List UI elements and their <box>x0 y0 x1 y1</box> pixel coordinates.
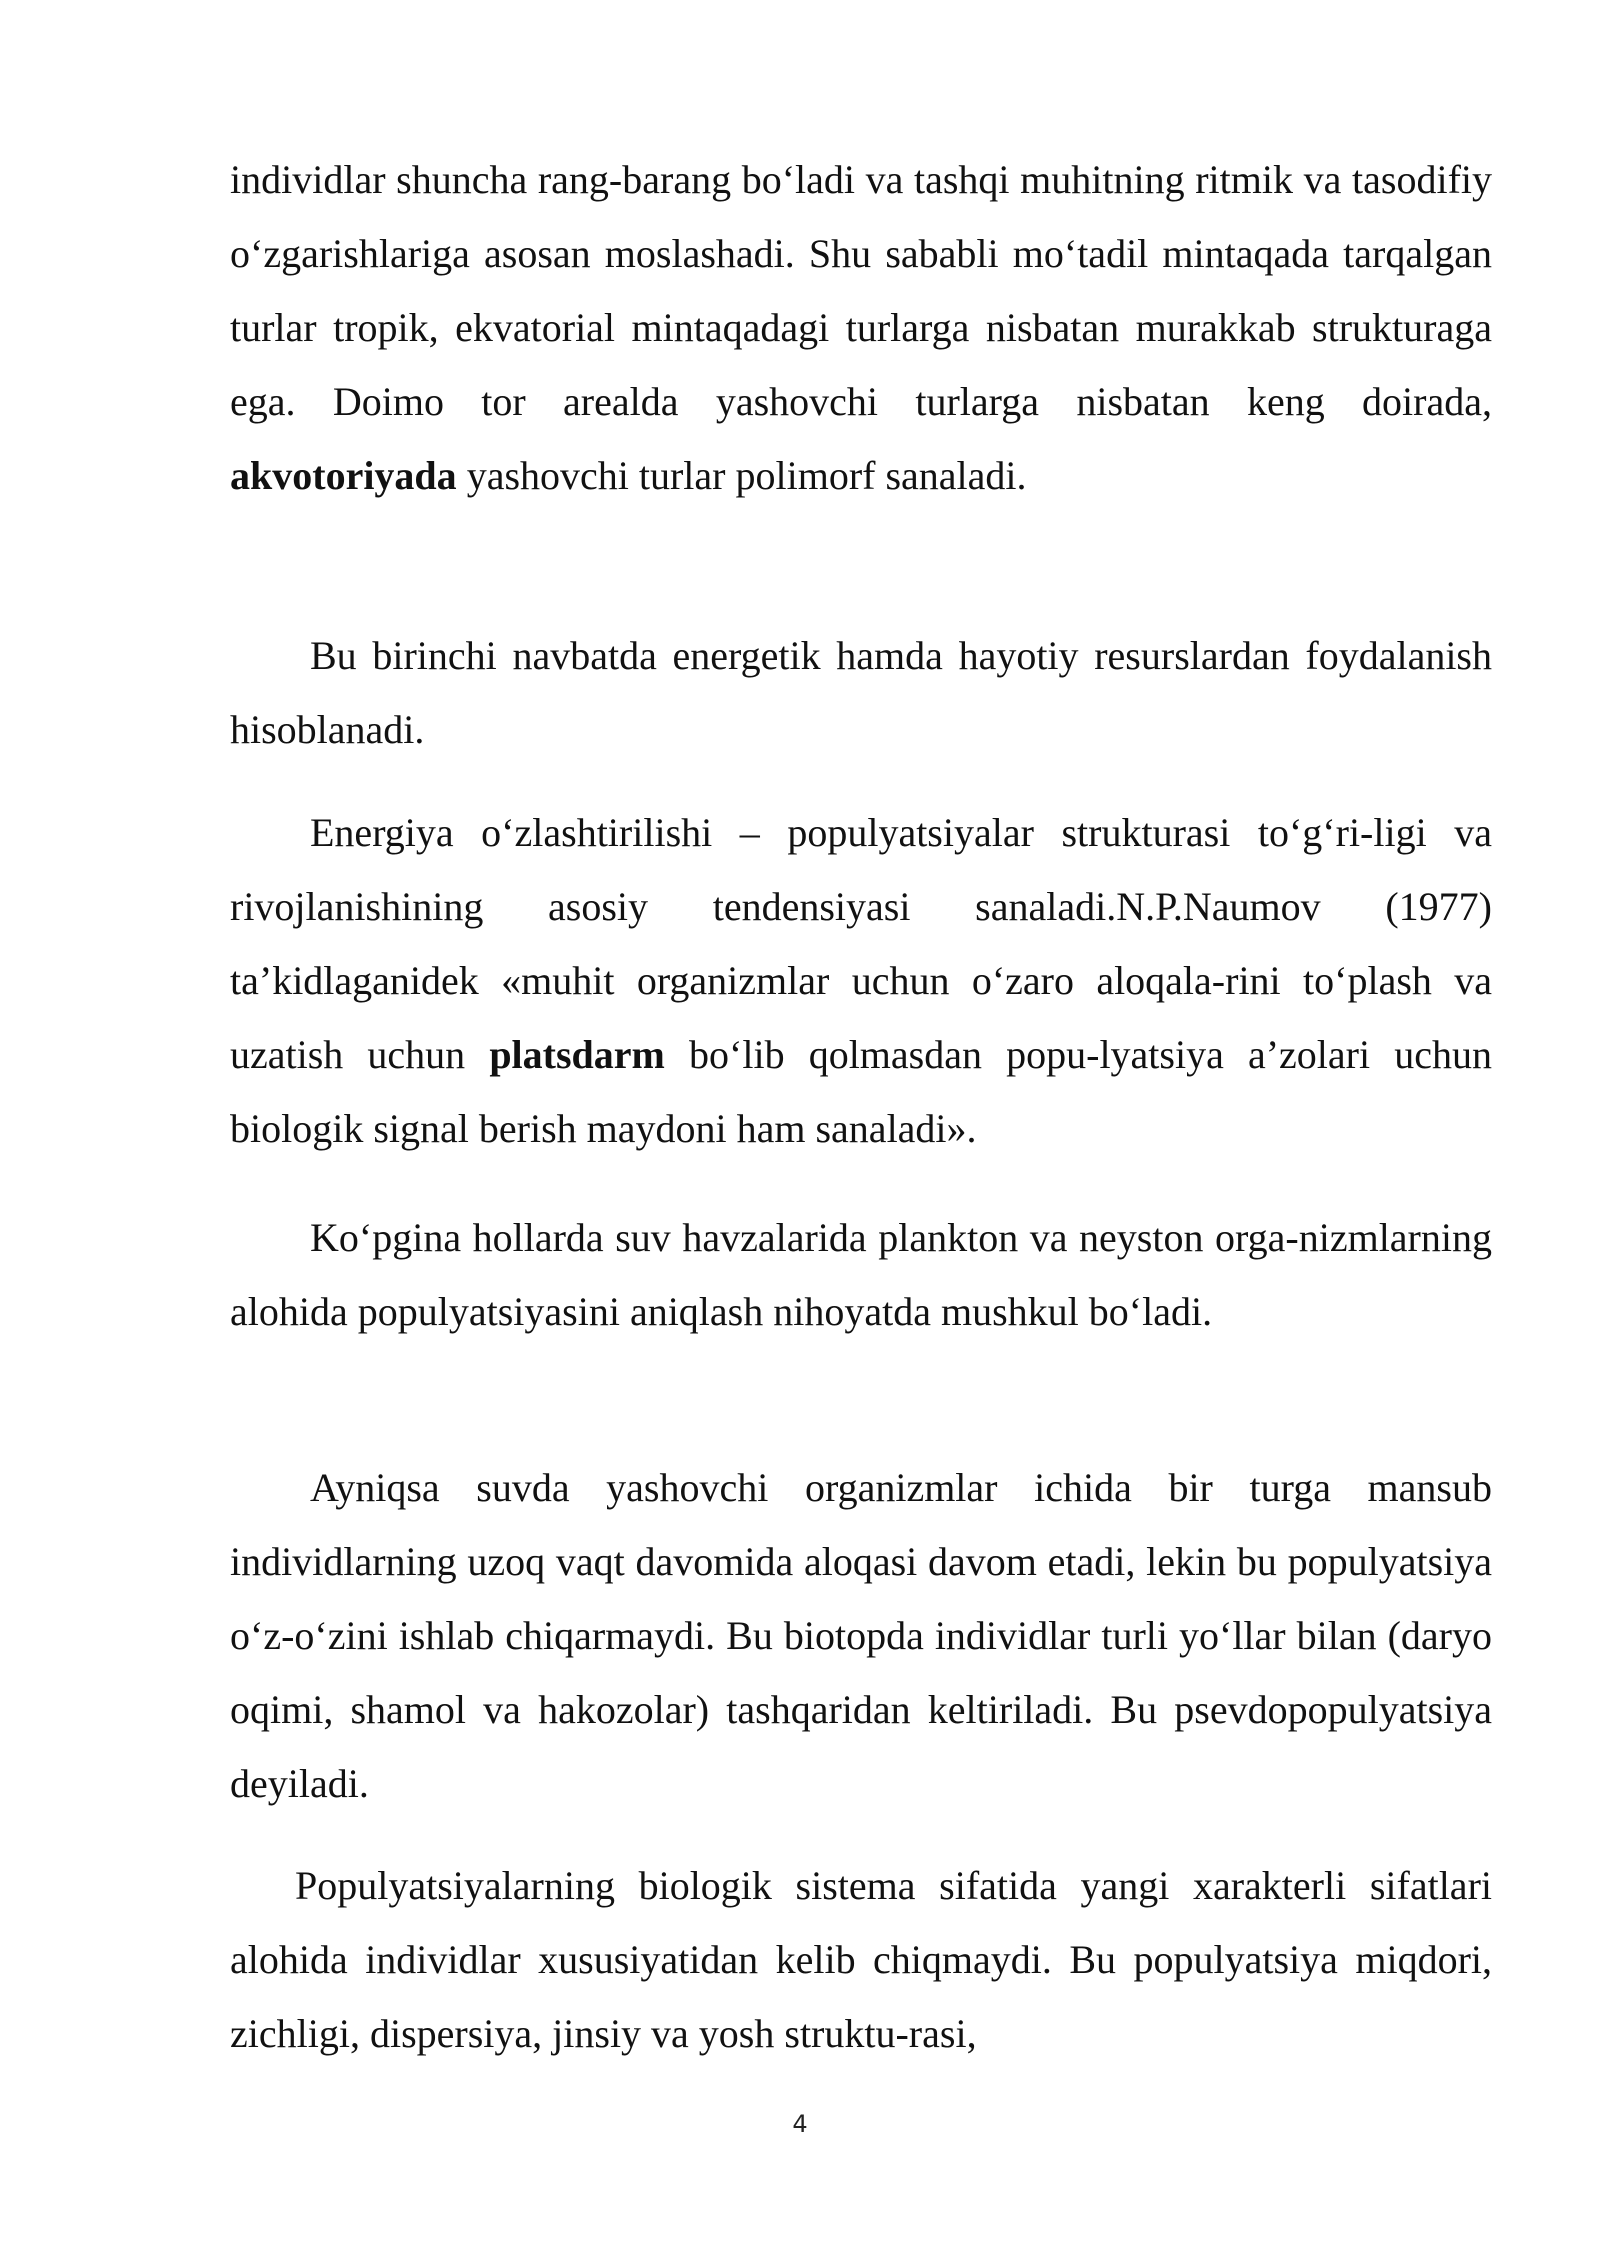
paragraph-6 <box>230 1849 1492 2071</box>
paragraph-2-text: Bu birinchi navbatda energetik hamda hayotiy resurslardan foydalanish hisoblanadi. <box>230 633 1492 752</box>
paragraph-3-text-start: Energiya o‘zlashtirilishi – populyatsiyalar strukturasi to‘g‘ri-ligi va rivojlanishining asosiy tendensiyasi sanaladi.N.P.Naumov (1977) ta’kidlaganidek «muhit organizmlar uchun o‘zaro aloqala-rini to‘plash va uzatish uchun <box>230 810 1492 1077</box>
paragraph-3 <box>230 796 1492 1166</box>
paragraph-6-text: Populyatsiyalarning biologik sistema sifatida yangi xarakterli sifatlari alohida individlar xususiyatidan kelib chiqmaydi. Bu populyatsiya miqdori, zichligi, dispersiya, jinsiy va yosh struktu-rasi, <box>230 1863 1492 2056</box>
paragraph-4-text: Ko‘pgina hollarda suv havzalarida plankton va neyston orga-nizmlarning alohida populyatsiyasini aniqlash nihoyatda mushkul bo‘ladi. <box>230 1215 1492 1334</box>
paragraph-3-bold-term: platsdarm <box>489 1032 665 1077</box>
paragraph-5-text: Ayniqsa suvda yashovchi organizmlar ichida bir turga mansub individlarning uzoq vaqt davomida aloqasi davom etadi, lekin bu populyatsiya o‘z-o‘zini ishlab chiqarmaydi. Bu biotopda individlar turli yo‘llar bilan (daryo oqimi, shamol va hakozolar) tashqaridan keltiriladi. Bu psevdopopulyatsiya deyiladi. <box>230 1465 1492 1806</box>
paragraph-1 <box>230 143 1492 513</box>
paragraph-1-text-end: yashovchi turlar polimorf sanaladi. <box>456 453 1027 498</box>
page-number: 4 <box>792 2110 808 2138</box>
paragraph-3-text-end: bo‘lib qolmasdan popu-lyatsiya a’zolari uchun biologik signal berish maydoni ham sanaladi». <box>230 1032 1492 1151</box>
paragraph-1-text-start: individlar shuncha rang-barang bo‘ladi va tashqi muhitning ritmik va tasodifiy o‘zgarishlariga asosan moslashadi. Shu sababli mo‘tadil mintaqada tarqalgan turlar tropik, ekvatorial mintaqadagi turlarga nisbatan murakkab strukturaga ega. Doimo tor arealda yashovchi turlarga nisbatan keng doirada, <box>230 157 1492 424</box>
paragraph-5 <box>230 1451 1492 1821</box>
paragraph-1-bold-term: akvotoriyada <box>230 453 457 498</box>
paragraph-2 <box>230 619 1492 767</box>
paragraph-4 <box>230 1201 1492 1349</box>
